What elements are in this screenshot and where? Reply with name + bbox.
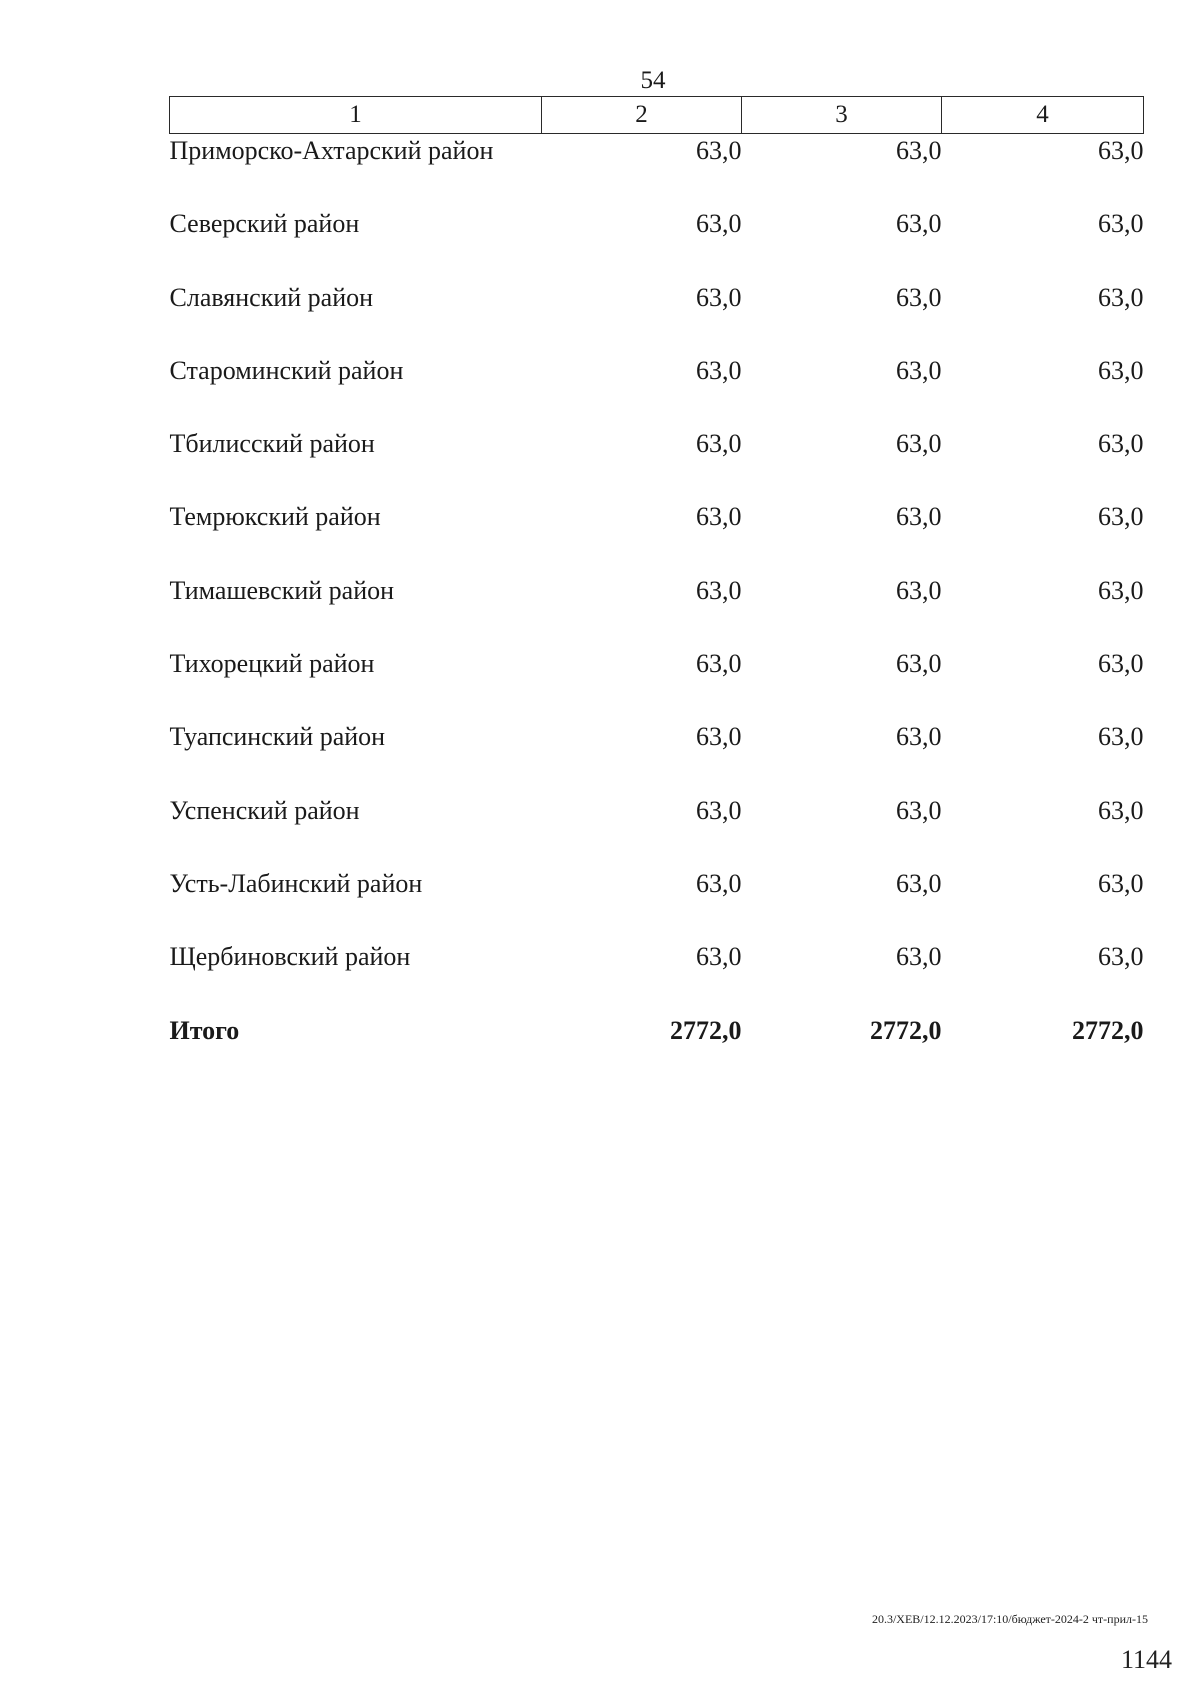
row-name: Успенский район	[169, 795, 360, 825]
row-name: Темрюкский район	[169, 502, 381, 532]
row-value-col-3: 63,0	[896, 722, 942, 752]
row-value-col-2: 63,0	[696, 502, 742, 532]
table-row	[170, 281, 1144, 354]
row-name: Славянский район	[169, 282, 374, 312]
row-name: Северский район	[169, 209, 360, 239]
table-row	[170, 207, 1144, 280]
total-value-col-2: 2772,0	[670, 1015, 742, 1045]
total-value-col-3: 2772,0	[870, 1015, 942, 1045]
header-col-1: 1	[170, 97, 542, 134]
table-row	[170, 427, 1144, 500]
row-value-col-3: 63,0	[896, 282, 942, 312]
allocation-table	[169, 96, 1144, 1087]
row-value-col-2: 63,0	[696, 649, 742, 679]
row-name: Туапсинский район	[169, 722, 386, 752]
header-row	[170, 97, 1144, 134]
row-name: Тбилисский район	[169, 429, 375, 459]
row-value-col-2: 63,0	[696, 795, 742, 825]
table-row	[170, 574, 1144, 647]
page-number: 54	[640, 67, 666, 94]
row-value-col-4: 63,0	[1098, 429, 1144, 459]
row-name: Староминский район	[169, 355, 404, 385]
row-value-col-3: 63,0	[896, 209, 942, 239]
row-value-col-4: 63,0	[1098, 136, 1144, 165]
row-value-col-2: 63,0	[696, 942, 742, 972]
row-value-col-2: 63,0	[696, 282, 742, 312]
row-value-col-4: 63,0	[1098, 868, 1144, 898]
total-value-col-4: 2772,0	[1072, 1015, 1144, 1045]
row-value-col-2: 63,0	[696, 575, 742, 605]
row-name: Щербиновский район	[169, 942, 411, 972]
row-value-col-4: 63,0	[1098, 649, 1144, 679]
row-value-col-4: 63,0	[1098, 942, 1144, 972]
row-value-col-2: 63,0	[696, 868, 742, 898]
row-value-col-4: 63,0	[1098, 795, 1144, 825]
row-name: Тимашевский район	[169, 575, 395, 605]
row-value-col-4: 63,0	[1098, 575, 1144, 605]
row-value-col-4: 63,0	[1098, 722, 1144, 752]
table-row	[170, 134, 1144, 208]
table-row	[170, 794, 1144, 867]
document-footer-code: 20.3/ХЕВ/12.12.2023/17:10/бюджет-2024-2 чт-прил-15	[871, 1612, 1148, 1626]
row-value-col-3: 63,0	[896, 649, 942, 679]
row-name: Тихорецкий район	[169, 649, 375, 679]
table-row	[170, 354, 1144, 427]
row-value-col-2: 63,0	[696, 429, 742, 459]
table-row	[170, 720, 1144, 793]
row-name: Усть-Лабинский район	[169, 868, 423, 898]
row-value-col-2: 63,0	[696, 209, 742, 239]
total-label: Итого	[169, 1015, 240, 1045]
table-header	[170, 97, 1144, 134]
sheet-number: 1144	[1120, 1645, 1172, 1674]
total-row	[170, 1014, 1144, 1087]
row-value-col-3: 63,0	[896, 942, 942, 972]
row-value-col-4: 63,0	[1098, 355, 1144, 385]
row-value-col-3: 63,0	[896, 868, 942, 898]
row-value-col-4: 63,0	[1098, 502, 1144, 532]
row-value-col-4: 63,0	[1098, 209, 1144, 239]
row-value-col-3: 63,0	[896, 795, 942, 825]
row-value-col-2: 63,0	[696, 722, 742, 752]
table-row	[170, 867, 1144, 940]
row-value-col-3: 63,0	[896, 502, 942, 532]
table-row	[170, 500, 1144, 573]
row-value-col-3: 63,0	[896, 429, 942, 459]
header-col-3: 3	[742, 97, 942, 134]
row-value-col-3: 63,0	[896, 575, 942, 605]
row-value-col-2: 63,0	[696, 136, 742, 165]
row-value-col-4: 63,0	[1098, 282, 1144, 312]
table-row	[170, 647, 1144, 720]
table-body	[170, 134, 1144, 1087]
row-name: Приморско-Ахтарский район	[169, 136, 494, 165]
header-col-2: 2	[542, 97, 742, 134]
row-value-col-2: 63,0	[696, 355, 742, 385]
table-row	[170, 940, 1144, 1013]
row-value-col-3: 63,0	[896, 355, 942, 385]
header-col-4: 4	[942, 97, 1144, 134]
row-value-col-3: 63,0	[896, 136, 942, 165]
